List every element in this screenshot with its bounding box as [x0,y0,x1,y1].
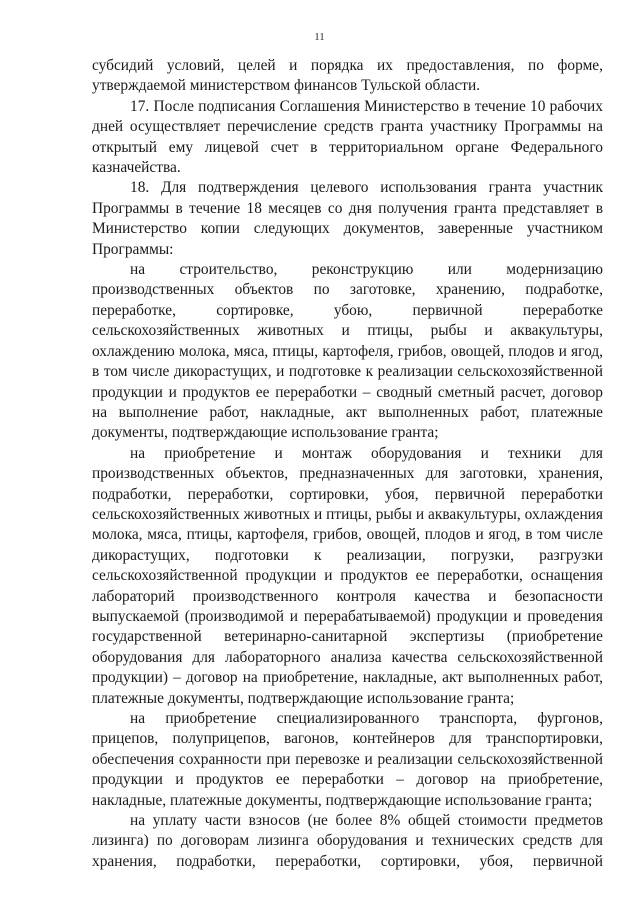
document-body [92,56,603,872]
page-number: 11 [314,31,325,43]
paragraph-transport-documents: на приобретение специализированного транспорта, фургонов, прицепов, полуприцепов, вагонов, контейнеров для транспортировки, обеспечения сохранности при перевозке и реализации сельскохозяйственной продукции и продуктов ее переработки – договор на приобретение, накладные, платежные документы, подтверждающие использование гранта; [92,710,603,809]
paragraph-construction-documents: на строительство, реконструкцию или модернизацию производственных объектов по заготовке, хранению, подработке, переработке, сортировке, убою, первичной переработке сельскохозяйственных животных и птицы, рыбы и аквакультуры, охлаждению молока, мяса, птицы, картофеля, грибов, овощей, плодов и ягод, в том числе дикорастущих, и подготовке к реализации сельскохозяйственной продукции и продуктов ее переработки – сводный сметный расчет, договор на выполнение работ, накладные, акт выполненных работ, платежные документы, подтверждающие использование гранта; [92,261,603,442]
paragraph-17-grant-transfer: 17. После подписания Соглашения Министерство в течение 10 рабочих дней осуществляет перечисление средств гранта участнику Программы на открытый ему лицевой счет в территориальном органе Федерального казначейства. [92,97,603,177]
paragraph-equipment-documents: на приобретение и монтаж оборудования и техники для производственных объектов, предназначенных для заготовки, хранения, подработки, переработки, сортировки, убоя, первичной переработки сельскохозяйственных животных и птицы, рыбы и аквакультуры, охлаждения молока, мяса, птицы, картофеля, грибов, овощей, плодов и ягод, в том числе дикорастущих, подготовки к реализации, погрузки, разгрузки сельскохозяйственной продукции и продуктов ее переработки, оснащения лабораторий производственного контроля качества и безопасности выпускаемой (производимой и перерабатываемой) продукции и проведения государственной ветеринарно-санитарной экспертизы (приобретение оборудования для лабораторного анализа качества сельскохозяйственной продукции) – договор на приобретение, накладные, акт выполненных работ, платежные документы, подтверждающие использование гранта; [92,444,603,707]
paragraph-leasing-payments: на уплату части взносов (не более 8% общей стоимости предметов лизинга) по договорам лизинга оборудования и технических средств для хранения, подработки, переработки, сортировки, убоя, первичной [92,812,603,870]
paragraph-subsidy-conditions: субсидий условий, целей и порядка их предоставления, по форме, утверждаемой министерством финансов Тульской области. [92,57,603,95]
paragraph-18-grant-confirmation: 18. Для подтверждения целевого использования гранта участник Программы в течение 18 месяцев со дня получения гранта представляет в Министерство копии следующих документов, заверенные участником Программы: [92,179,603,258]
